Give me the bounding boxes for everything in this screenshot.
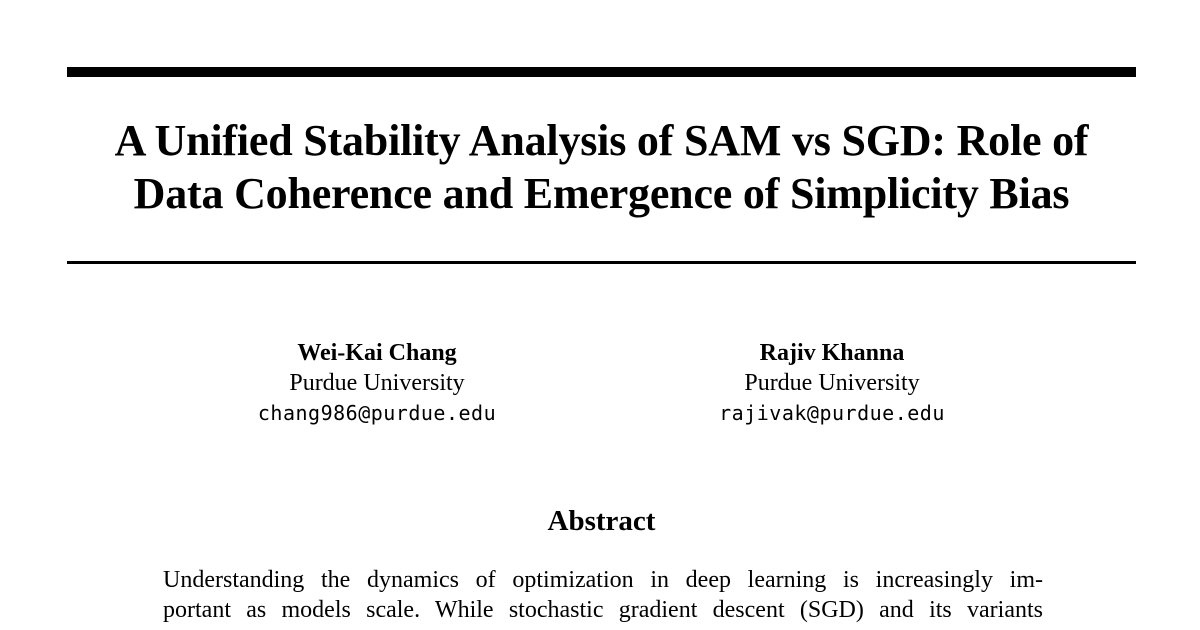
author-block-1 (197, 338, 557, 428)
author-name: Wei-Kai Chang (297, 340, 457, 366)
abstract-line-1: Understanding the dynamics of optimization in deep learning is increasingly im- (163, 567, 1043, 593)
author-email: rajivak@purdue.edu (719, 401, 945, 425)
author-affiliation: Purdue University (744, 370, 920, 396)
abstract-heading: Abstract (547, 505, 656, 537)
bottom-rule (67, 261, 1136, 264)
abstract-line-2: portant as models scale. While stochastic gradient descent (SGD) and its variants (163, 597, 1043, 623)
paper-title (67, 114, 1136, 220)
author-block-2 (652, 338, 1012, 428)
title-line-2: Data Coherence and Emergence of Simplicity Bias (133, 169, 1070, 218)
abstract-text (163, 565, 1043, 625)
author-affiliation: Purdue University (289, 370, 465, 396)
author-name: Rajiv Khanna (759, 340, 905, 366)
author-email: chang986@purdue.edu (257, 401, 497, 425)
top-rule (67, 67, 1136, 77)
title-line-1: A Unified Stability Analysis of SAM vs SGD: Role of (114, 116, 1089, 165)
